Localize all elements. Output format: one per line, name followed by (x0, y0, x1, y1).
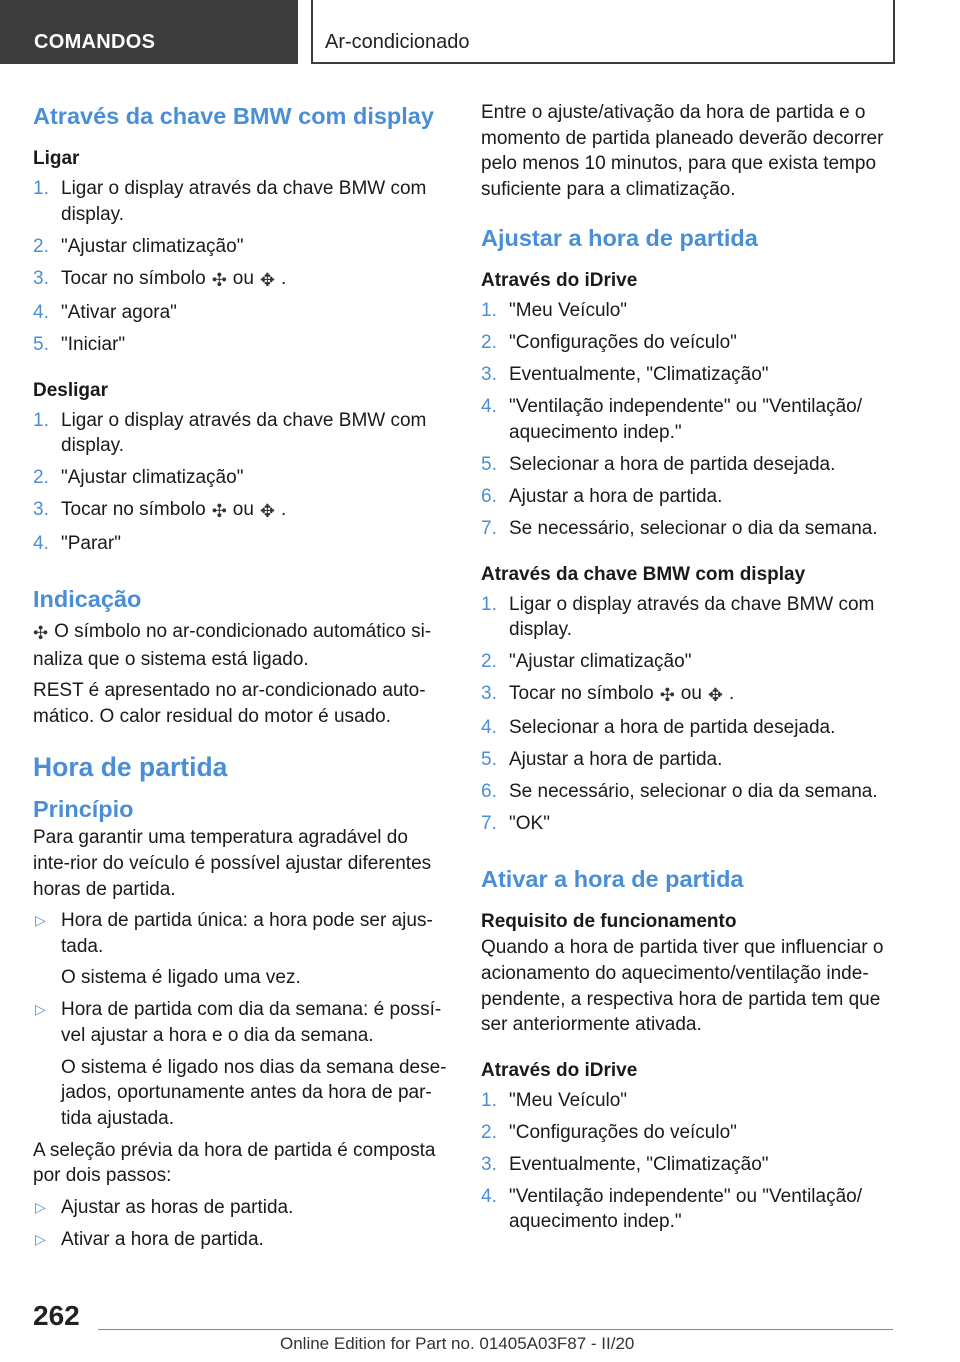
list-item: 4. "Ventilação independente" ou "Ventilação/ aquecimento indep." (481, 1185, 863, 1233)
list-item: 2. "Ajustar climatização" (33, 235, 244, 257)
list-item: 3. Tocar no símbolo ✣ ou ✥ . (481, 681, 901, 709)
idrive-steps (481, 298, 901, 541)
list-item: 3. Eventualmente, "Climatização" (481, 364, 769, 386)
heading-principio: Princípio (33, 796, 134, 823)
list-item: 6. Se necessário, selecionar o dia da semana. (481, 781, 878, 803)
climate-fan-heat-icon: ✥ (259, 501, 276, 522)
left-column (33, 100, 448, 1259)
climate-fan-heat-icon: ✥ (707, 685, 724, 706)
list-item: 1. "Meu Veículo" (481, 300, 628, 322)
climate-fan-icon: ✣ (33, 623, 49, 644)
list-item: 5. Selecionar a hora de partida desejada. (481, 453, 836, 475)
partida-types-list (33, 908, 448, 1131)
heading-ligar: Ligar (33, 148, 80, 169)
list-item: 1. Ligar o display através da chave BMW com display. (33, 178, 427, 225)
list-item: 2. "Configurações do veículo" (481, 332, 737, 354)
steps-bullets (33, 1195, 448, 1253)
principio-paragraph: Para garantir uma temperatura agradável do inte-rior do veículo é possível ajustar diferentes horas de partida. (33, 827, 432, 900)
list-item: 5. "Iniciar" (33, 333, 126, 355)
list-item: 3. Tocar no símbolo ✣ ou ✥ . (33, 497, 448, 525)
page-number: 262 (33, 1300, 80, 1331)
list-item: ▷ Hora de partida única: a hora pode ser ajus-tada. O sistema é ligado uma vez. (35, 910, 433, 989)
list-item: 6. Ajustar a hora de partida. (481, 485, 723, 507)
ligar-steps (33, 176, 448, 357)
desligar-steps (33, 408, 448, 557)
selecao-paragraph: A seleção prévia da hora de partida é composta por dois passos: (33, 1139, 436, 1187)
chave-steps (481, 592, 901, 837)
requisito-paragraph: Quando a hora de partida tiver que influenciar o acionamento do aquecimento/ventilação inde-pendente, a respectiva hora de partida tem que ser anteriormente ativada. (481, 937, 884, 1036)
list-item: 1. Ligar o display através da chave BMW com display. (481, 593, 875, 641)
heading-hora-partida: Hora de partida (33, 752, 228, 783)
heading-idrive-2: Através do iDrive (481, 1059, 638, 1081)
chapter-tab: Ar-condicionado (311, 0, 895, 64)
heading-display-key: Através da chave BMW com display (33, 103, 434, 129)
heading-indicacao: Indicação (33, 586, 142, 613)
intro-paragraph: Entre o ajuste/ativação da hora de partida e o momento de partida planeado deverão decorrer pelo menos 10 minutos, para que exista tempo suficiente para a climatização. (481, 102, 884, 200)
list-item: 2. "Ajustar climatização" (33, 467, 244, 489)
list-item: 4. "Ventilação independente" ou "Ventilação/ aquecimento indep." (481, 396, 863, 443)
footer-divider (98, 1329, 893, 1330)
list-item: 3. Tocar no símbolo ✣ ou ✥ . (33, 266, 448, 294)
list-item: 3. Eventualmente, "Climatização" (481, 1153, 769, 1175)
list-item: 4. Selecionar a hora de partida desejada. (481, 717, 836, 739)
heading-idrive: Através do iDrive (481, 270, 638, 292)
rest-paragraph: REST é apresentado no ar-condicionado auto-mático. O calor residual do motor é usado. (33, 680, 426, 727)
heading-ajustar: Ajustar a hora de partida (481, 225, 758, 252)
list-item: 1. "Meu Veículo" (481, 1089, 628, 1111)
climate-fan-heat-icon: ✥ (259, 269, 276, 290)
list-item: ▷ Hora de partida com dia da semana: é possí-vel ajustar a hora e o dia da semana. O sistema é ligado nos dias da semana dese-jados, oportunamente antes da hora de par-tida ajustada. (35, 999, 447, 1129)
heading-chave-display: Através da chave BMW com display (481, 563, 806, 585)
list-item: 7. "OK" (481, 813, 550, 835)
climate-fan-icon: ✣ (211, 269, 227, 290)
list-item: 7. Se necessário, selecionar o dia da semana. (481, 517, 878, 539)
list-item: ▷ Ajustar as horas de partida. (35, 1196, 294, 1218)
list-item: ▷ Ativar a hora de partida. (35, 1228, 264, 1250)
climate-fan-icon: ✣ (659, 685, 675, 706)
list-item: 4. "Parar" (33, 533, 121, 555)
idrive2-steps (481, 1088, 901, 1235)
list-item: 1. Ligar o display através da chave BMW com display. (33, 409, 427, 457)
heading-requisito: Requisito de funcionamento (481, 911, 737, 933)
list-item: 4. "Ativar agora" (33, 301, 177, 323)
list-item: 5. Ajustar a hora de partida. (481, 749, 723, 771)
heading-desligar: Desligar (33, 379, 108, 401)
climate-fan-icon: ✣ (211, 501, 227, 522)
list-item: 2. "Ajustar climatização" (481, 651, 692, 673)
indicacao-paragraph: ✣ O símbolo no ar-condicionado automático si-naliza que o sistema está ligado. (33, 621, 432, 670)
edition-footer: Online Edition for Part no. 01405A03F87 - II/20 (280, 1334, 635, 1353)
right-column (481, 100, 901, 1241)
list-item: 2. "Configurações do veículo" (481, 1121, 737, 1143)
heading-ativar: Ativar a hora de partida (481, 866, 744, 893)
section-tab: COMANDOS (0, 0, 298, 64)
